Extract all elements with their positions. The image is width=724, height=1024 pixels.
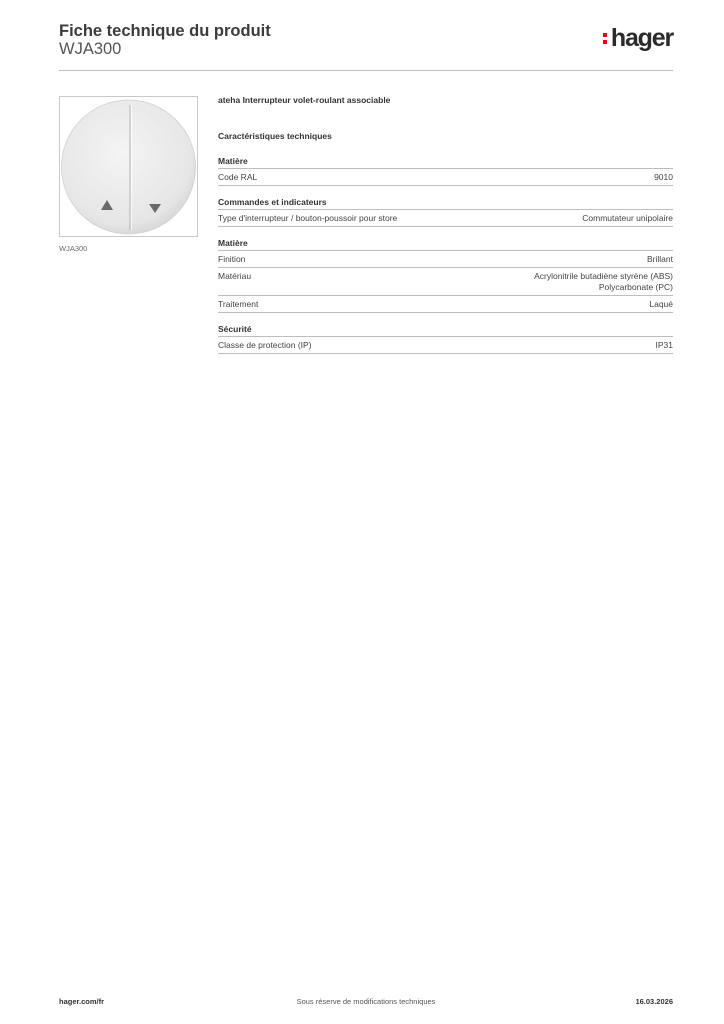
section-title: Matière xyxy=(218,238,673,251)
spec-label: Code RAL xyxy=(218,172,258,182)
spec-sections xyxy=(218,156,673,354)
section-title: Sécurité xyxy=(218,324,673,337)
spec-value xyxy=(654,172,673,183)
logo-text: hager xyxy=(610,24,673,52)
footer-date: 16.03.2026 xyxy=(635,997,673,1006)
spec-content xyxy=(218,95,673,354)
spec-value-line: Acrylonitrile butadiène styrène (ABS) xyxy=(534,271,673,281)
document-title: Fiche technique du produit xyxy=(59,22,271,40)
image-caption: WJA300 xyxy=(59,244,88,253)
spec-label: Matériau xyxy=(218,271,252,281)
spec-label: Traitement xyxy=(218,299,259,309)
spec-value xyxy=(582,213,673,224)
spec-label: Finition xyxy=(218,254,246,264)
spec-value-line: Commutateur unipolaire xyxy=(582,213,673,223)
spec-section xyxy=(218,238,673,313)
spec-value-line: Polycarbonate (PC) xyxy=(598,282,673,292)
spec-row xyxy=(218,210,673,227)
spec-heading: Caractéristiques techniques xyxy=(218,131,332,141)
spec-row xyxy=(218,337,673,354)
product-name: ateha Interrupteur volet-roulant associable xyxy=(218,95,391,105)
spec-section xyxy=(218,156,673,186)
logo-dots-icon xyxy=(603,33,609,47)
footer-notice: Sous réserve de modifications techniques xyxy=(296,997,436,1006)
spec-value-line: Brillant xyxy=(647,254,673,264)
section-title: Commandes et indicateurs xyxy=(218,197,673,210)
spec-value xyxy=(656,340,674,351)
spec-section xyxy=(218,324,673,354)
spec-value xyxy=(649,299,673,310)
product-code: WJA300 xyxy=(59,40,122,58)
spec-value-line: IP31 xyxy=(655,340,673,350)
page-header xyxy=(59,20,673,71)
hager-logo xyxy=(603,26,673,51)
spec-label: Type d'interrupteur / bouton-poussoir pour store xyxy=(218,213,398,223)
spec-row xyxy=(218,268,673,296)
spec-row xyxy=(218,169,673,186)
shutter-switch-illustration xyxy=(60,97,197,236)
product-image xyxy=(59,96,198,237)
spec-row xyxy=(218,251,673,268)
spec-value xyxy=(647,254,673,265)
spec-row xyxy=(218,296,673,313)
spec-value-line: 9010 xyxy=(654,172,673,182)
spec-section xyxy=(218,197,673,227)
spec-value xyxy=(534,271,673,293)
section-title: Matière xyxy=(218,156,673,169)
footer-website[interactable]: hager.com/fr xyxy=(59,997,105,1006)
spec-value-line: Laqué xyxy=(649,299,673,309)
spec-label: Classe de protection (IP) xyxy=(218,340,312,350)
